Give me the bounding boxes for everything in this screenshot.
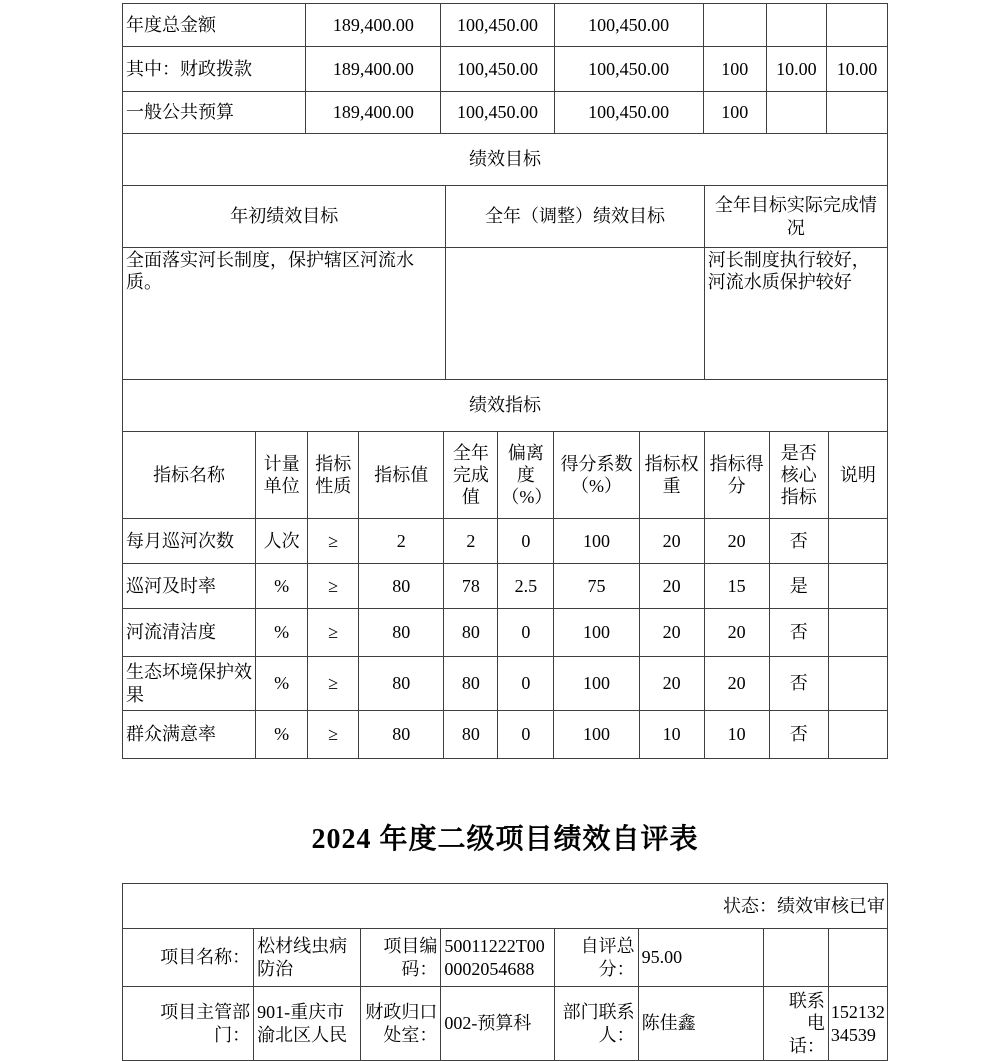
indicator-completed: 2 bbox=[444, 519, 498, 564]
indicator-name: 每月巡河次数 bbox=[123, 519, 256, 564]
indicator-note bbox=[828, 609, 887, 657]
funding-amount: 189,400.00 bbox=[306, 47, 441, 92]
indicator-core: 否 bbox=[769, 711, 828, 759]
spacer bbox=[122, 864, 888, 884]
indicator-weight: 20 bbox=[639, 609, 704, 657]
indicator-core: 否 bbox=[769, 657, 828, 711]
office-label: 财政归口处室： bbox=[361, 987, 441, 1061]
funding-amount: 100,450.00 bbox=[441, 4, 554, 47]
document-sheet bbox=[122, 3, 888, 1061]
indicator-score: 20 bbox=[704, 609, 769, 657]
col-unit: 计量单位 bbox=[256, 432, 308, 519]
indicator-score: 15 bbox=[704, 564, 769, 609]
funding-amount: 100 bbox=[703, 92, 766, 134]
indicator-coefficient: 75 bbox=[554, 564, 639, 609]
project-table bbox=[122, 883, 888, 1061]
goals-col-actual: 全年目标实际完成情况 bbox=[704, 186, 887, 248]
indicator-completed: 80 bbox=[444, 609, 498, 657]
indicator-name: 巡河及时率 bbox=[123, 564, 256, 609]
project-name-value: 松材线虫病防治 bbox=[254, 929, 361, 987]
funding-label: 年度总金额 bbox=[123, 4, 306, 47]
col-deviation: 偏离度（%） bbox=[498, 432, 554, 519]
indicator-note bbox=[828, 519, 887, 564]
indicator-row bbox=[123, 519, 888, 564]
col-target-value: 指标值 bbox=[359, 432, 444, 519]
goals-actual-text: 河长制度执行较好，河流水质保护较好 bbox=[704, 248, 887, 380]
indicator-nature: ≥ bbox=[308, 657, 359, 711]
goals-col-adjusted: 全年（调整）绩效目标 bbox=[446, 186, 704, 248]
indicator-note bbox=[828, 711, 887, 759]
self-score-value: 95.00 bbox=[638, 929, 763, 987]
funding-amount: 100 bbox=[703, 47, 766, 92]
funding-amount bbox=[703, 4, 766, 47]
funding-amount bbox=[826, 92, 887, 134]
goals-col-initial: 年初绩效目标 bbox=[123, 186, 446, 248]
indicator-nature: ≥ bbox=[308, 609, 359, 657]
indicator-deviation: 0 bbox=[498, 657, 554, 711]
funding-row-public-budget bbox=[123, 92, 888, 134]
indicator-row bbox=[123, 609, 888, 657]
indicator-score: 10 bbox=[704, 711, 769, 759]
status-text: 状态：绩效审核已审 bbox=[123, 884, 888, 929]
indicator-row bbox=[123, 564, 888, 609]
dept-label: 项目主管部门： bbox=[123, 987, 254, 1061]
indicator-target: 80 bbox=[359, 564, 444, 609]
indicator-weight: 20 bbox=[639, 564, 704, 609]
indicator-nature: ≥ bbox=[308, 519, 359, 564]
indicator-target: 80 bbox=[359, 609, 444, 657]
funding-amount bbox=[766, 4, 826, 47]
indicator-unit: % bbox=[256, 609, 308, 657]
indicator-unit: 人次 bbox=[256, 519, 308, 564]
phone-value: 15213234539 bbox=[828, 987, 887, 1061]
dept-value: 901-重庆市渝北区人民 bbox=[254, 987, 361, 1061]
indicator-unit: % bbox=[256, 711, 308, 759]
indicator-weight: 20 bbox=[639, 519, 704, 564]
funding-row-annual-total bbox=[123, 4, 888, 47]
project-info-row bbox=[123, 929, 888, 987]
indicator-coefficient: 100 bbox=[554, 711, 639, 759]
goals-content-row bbox=[123, 248, 888, 380]
indicator-coefficient: 100 bbox=[554, 519, 639, 564]
indicator-completed: 80 bbox=[444, 711, 498, 759]
indicator-target: 80 bbox=[359, 657, 444, 711]
col-note: 说明 bbox=[828, 432, 887, 519]
indicator-weight: 20 bbox=[639, 657, 704, 711]
office-value: 002-预算科 bbox=[441, 987, 554, 1061]
funding-amount bbox=[826, 4, 887, 47]
col-weight: 指标权重 bbox=[639, 432, 704, 519]
goals-section-title: 绩效目标 bbox=[123, 134, 888, 186]
indicator-score: 20 bbox=[704, 519, 769, 564]
indicator-deviation: 2.5 bbox=[498, 564, 554, 609]
indicator-completed: 80 bbox=[444, 657, 498, 711]
indicators-table bbox=[122, 379, 888, 759]
indicator-score: 20 bbox=[704, 657, 769, 711]
indicator-coefficient: 100 bbox=[554, 609, 639, 657]
col-score-coefficient: 得分系数（%） bbox=[554, 432, 639, 519]
contact-label: 部门联系人： bbox=[554, 987, 638, 1061]
funding-amount: 100,450.00 bbox=[554, 4, 703, 47]
project-code-label: 项目编码： bbox=[361, 929, 441, 987]
indicator-deviation: 0 bbox=[498, 609, 554, 657]
funding-amount: 100,450.00 bbox=[554, 92, 703, 134]
goals-initial-text: 全面落实河长制度，保护辖区河流水质。 bbox=[123, 248, 446, 380]
funding-amount bbox=[766, 92, 826, 134]
page-title: 2024 年度二级项目绩效自评表 bbox=[311, 824, 699, 855]
funding-label: 一般公共预算 bbox=[123, 92, 306, 134]
phone-label: 联系电话： bbox=[763, 987, 828, 1061]
funding-amount: 189,400.00 bbox=[306, 92, 441, 134]
indicator-deviation: 0 bbox=[498, 711, 554, 759]
contact-value: 陈佳鑫 bbox=[638, 987, 763, 1061]
project-dept-row bbox=[123, 987, 888, 1061]
self-score-label: 自评总分： bbox=[554, 929, 638, 987]
col-completed-value: 全年完成值 bbox=[444, 432, 498, 519]
goals-section-header-row bbox=[123, 134, 888, 186]
funding-amount: 10.00 bbox=[766, 47, 826, 92]
funding-amount: 10.00 bbox=[826, 47, 887, 92]
funding-table bbox=[122, 3, 888, 134]
indicator-name: 群众满意率 bbox=[123, 711, 256, 759]
indicator-note bbox=[828, 564, 887, 609]
indicator-target: 2 bbox=[359, 519, 444, 564]
funding-amount: 189,400.00 bbox=[306, 4, 441, 47]
indicator-note bbox=[828, 657, 887, 711]
indicator-unit: % bbox=[256, 564, 308, 609]
status-row bbox=[123, 884, 888, 929]
goals-adjusted-text bbox=[446, 248, 704, 380]
indicator-name: 河流清洁度 bbox=[123, 609, 256, 657]
indicator-unit: % bbox=[256, 657, 308, 711]
indicator-target: 80 bbox=[359, 711, 444, 759]
indicator-core: 是 bbox=[769, 564, 828, 609]
indicator-deviation: 0 bbox=[498, 519, 554, 564]
funding-amount: 100,450.00 bbox=[441, 92, 554, 134]
col-score: 指标得分 bbox=[704, 432, 769, 519]
indicator-coefficient: 100 bbox=[554, 657, 639, 711]
indicator-row bbox=[123, 657, 888, 711]
goals-header-row bbox=[123, 186, 888, 248]
col-core-indicator: 是否核心指标 bbox=[769, 432, 828, 519]
indicator-weight: 10 bbox=[639, 711, 704, 759]
goals-table bbox=[122, 133, 888, 380]
funding-row-fiscal bbox=[123, 47, 888, 92]
indicators-section-header-row bbox=[123, 380, 888, 432]
funding-amount: 100,450.00 bbox=[554, 47, 703, 92]
funding-amount: 100,450.00 bbox=[441, 47, 554, 92]
indicator-row bbox=[123, 711, 888, 759]
empty-cell bbox=[828, 929, 887, 987]
project-name-label: 项目名称： bbox=[123, 929, 254, 987]
indicators-section-title: 绩效指标 bbox=[123, 380, 888, 432]
indicators-header-row bbox=[123, 432, 888, 519]
indicator-name: 生态坏境保护效果 bbox=[123, 657, 256, 711]
empty-cell bbox=[763, 929, 828, 987]
indicator-nature: ≥ bbox=[308, 711, 359, 759]
project-code-value: 50011222T000002054688 bbox=[441, 929, 554, 987]
indicator-nature: ≥ bbox=[308, 564, 359, 609]
col-indicator-name: 指标名称 bbox=[123, 432, 256, 519]
indicator-core: 否 bbox=[769, 609, 828, 657]
indicator-core: 否 bbox=[769, 519, 828, 564]
indicator-completed: 78 bbox=[444, 564, 498, 609]
col-nature: 指标性质 bbox=[308, 432, 359, 519]
funding-label: 其中：财政拨款 bbox=[123, 47, 306, 92]
